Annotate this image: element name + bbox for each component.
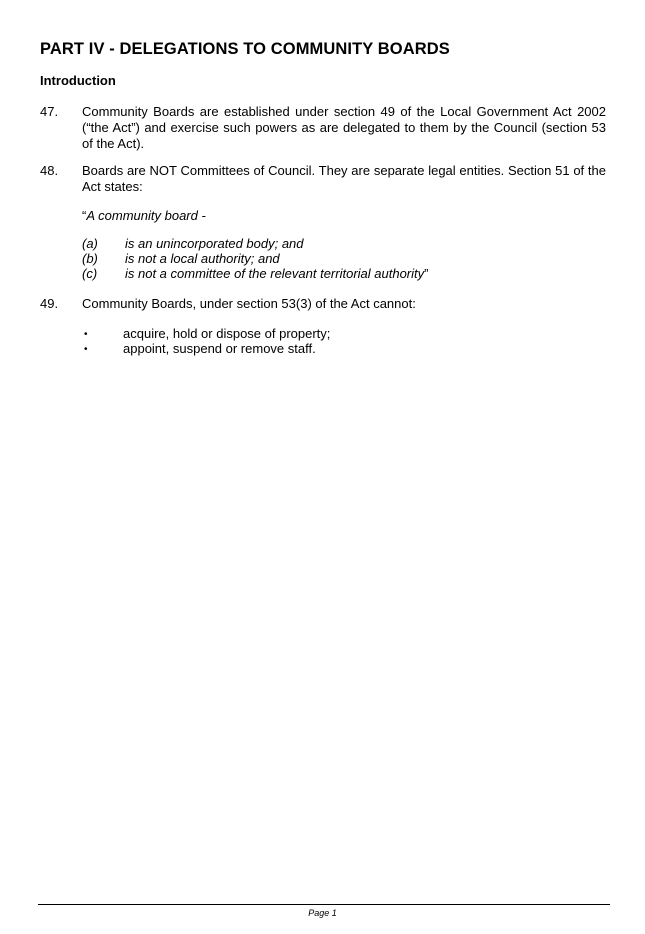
bullet-icon: • [84,329,88,340]
paragraph-text: Community Boards are established under section 49 of the Local Government Act 2002 (“the Act”) and exercise such powers as are delegated to them by the Council (section 53 of the Act). [82,104,606,151]
open-quote-mark: “ [82,208,87,223]
paragraph-number: 48. [40,163,59,178]
quote-item-text-wrapper [125,266,428,281]
bullet-icon: • [84,344,88,355]
page-title: PART IV - DELEGATIONS TO COMMUNITY BOARDS [40,40,450,58]
page-number: Page 1 [308,908,337,918]
quote-item-text: is an unincorporated body; and [125,236,304,251]
close-quote-mark: ” [424,266,429,281]
quote-item-marker: (c) [82,266,98,281]
quote-item-marker: (a) [82,236,98,251]
quote-intro [82,208,206,223]
quote-item-text: is not a local authority; and [125,251,280,266]
paragraph-number: 49. [40,296,59,311]
quote-item-text: is not a committee of the relevant territorial authority [125,266,425,281]
paragraph-text: Boards are NOT Committees of Council. They are separate legal entities. Section 51 of the Act states: [82,163,606,194]
quote-intro-text: A community board - [86,208,206,223]
paragraph-text: Community Boards, under section 53(3) of the Act cannot: [82,296,416,311]
paragraph-number: 47. [40,104,59,119]
bullet-text: acquire, hold or dispose of property; [123,326,331,341]
bullet-text: appoint, suspend or remove staff. [123,341,316,356]
paragraph-47 [40,104,606,152]
paragraph-49 [40,296,606,312]
quote-item-marker: (b) [82,251,98,266]
section-heading: Introduction [40,73,116,88]
paragraph-48 [40,163,606,195]
footer-divider [38,904,610,905]
